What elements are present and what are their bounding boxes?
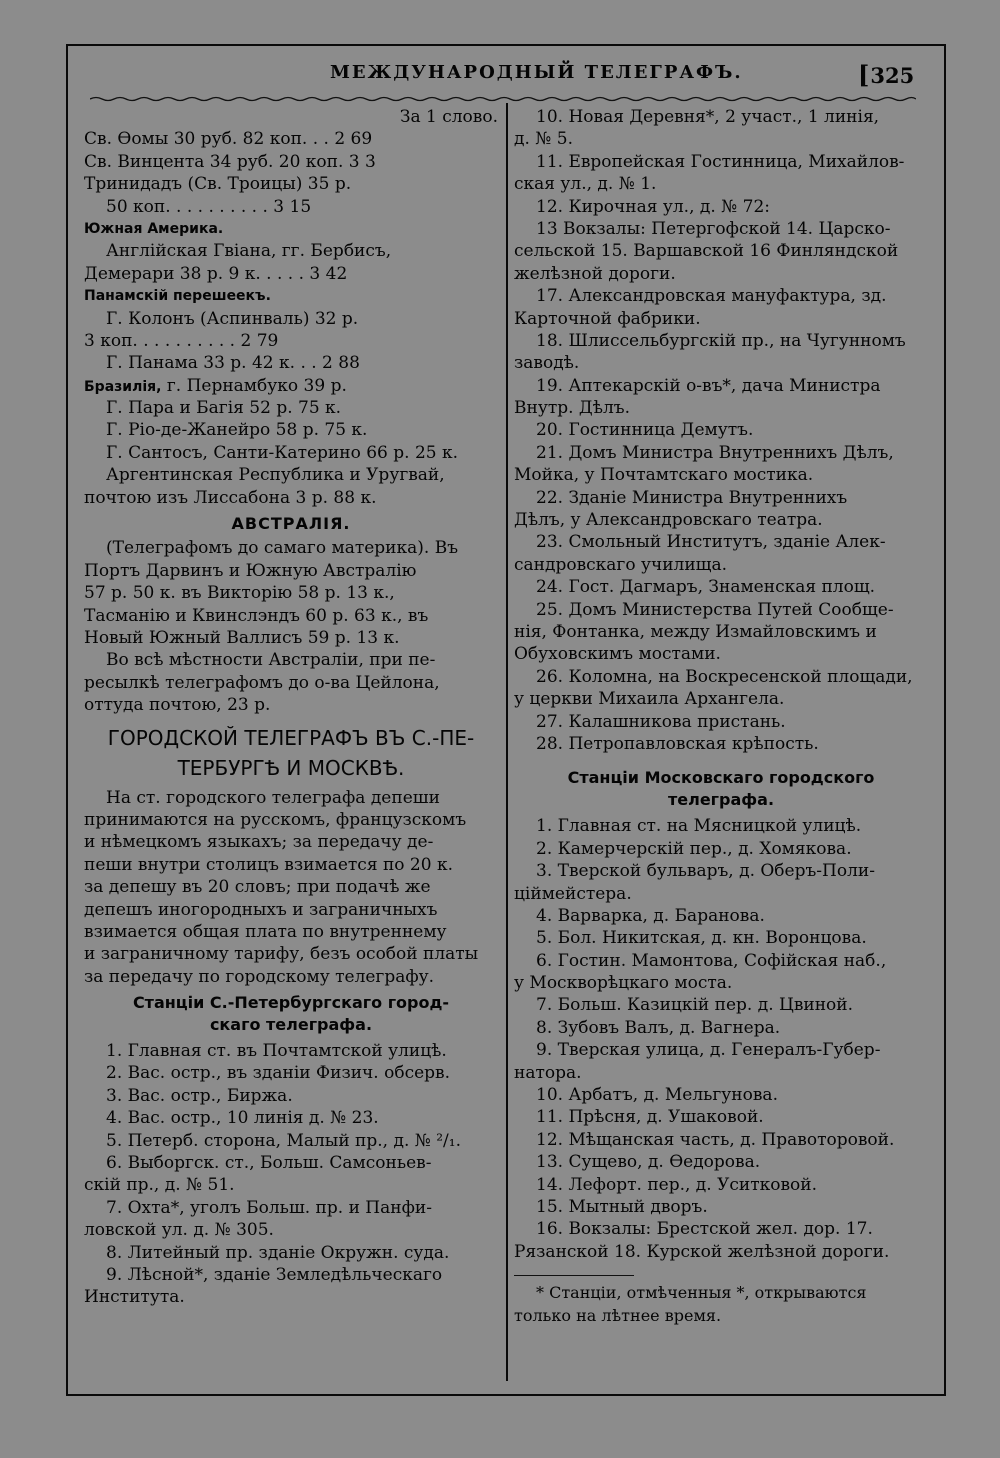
list-item: 9. Тверская улица, д. Генералъ-Губер- xyxy=(536,1040,881,1061)
spb-station-list xyxy=(84,1040,498,1309)
list-item: у Москворѣцкаго моста. xyxy=(514,973,733,994)
list-item: 12. Кирочная ул., д. № 72: xyxy=(536,196,771,217)
list-item: 2. Камерчерскій пер., д. Хомякова. xyxy=(536,838,852,859)
left-column xyxy=(84,106,498,1309)
paragraph-line: Портъ Дарвинъ и Южную Австралію xyxy=(84,560,417,581)
rate-line: Англійская Гвіана, гг. Бербисъ, xyxy=(106,241,392,262)
page-bracket: [ xyxy=(858,60,870,89)
city-telegraph-paragraph xyxy=(84,787,498,989)
rate-line: 3 коп. . . . . . . . . . 2 79 xyxy=(84,330,279,351)
list-item: 6. Гостин. Мамонтова, Софійская наб., xyxy=(536,950,887,971)
list-item: 28. Петропавловская крѣпость. xyxy=(536,733,819,754)
list-item: Внутр. Дѣлъ. xyxy=(514,398,631,419)
list-item: 1. Главная ст. въ Почтамтской улицѣ. xyxy=(106,1041,447,1062)
rate-line: Г. Панама 33 р. 42 к. . . 2 88 xyxy=(106,353,360,374)
region-heading-south-america: Южная Америка. xyxy=(84,220,224,237)
rate-line: Аргентинская Республика и Уругвай, xyxy=(106,465,445,486)
rate-line: 50 коп. . . . . . . . . . 3 15 xyxy=(106,196,312,217)
heading-line: ТЕРБУРГѢ И МОСКВѢ. xyxy=(177,755,405,780)
heading-line: Станціи Московскаго городского xyxy=(567,768,875,788)
paragraph-line: пеши внутри столицъ взимается по 20 к. xyxy=(84,854,453,875)
paragraph-line: и нѣмецкомъ языкахъ; за передачу де- xyxy=(84,832,434,853)
list-item: 18. Шлиссельбургскій пр., на Чугунномъ xyxy=(536,330,906,351)
right-column xyxy=(514,106,928,1327)
list-item: 5. Бол. Никитская, д. кн. Воронцова. xyxy=(536,928,867,949)
rate-line: Тринидадъ (Св. Троицы) 35 р. xyxy=(84,174,352,195)
paragraph-line: Тасманію и Квинслэндъ 60 р. 63 к., въ xyxy=(84,605,429,626)
list-item: Рязанской 18. Курской желѣзной дороги. xyxy=(514,1241,890,1262)
list-item: 15. Мытный дворъ. xyxy=(536,1196,708,1217)
region-heading-panama: Панамскій перешеекъ. xyxy=(84,288,271,305)
moscow-station-list xyxy=(514,815,928,1263)
paragraph-line: принимаются на русскомъ, французскомъ xyxy=(84,809,467,830)
footnote xyxy=(514,1282,928,1327)
rate-line: Г. Ріо-де-Жанейро 58 р. 75 к. xyxy=(106,420,368,441)
section-heading-city-telegraph xyxy=(84,723,498,783)
column-divider xyxy=(506,103,508,1381)
list-item: 16. Вокзалы: Брестской жел. дор. 17. xyxy=(536,1219,873,1240)
list-item: 25. Домъ Министерства Путей Сообще- xyxy=(536,599,894,620)
list-item: 10. Новая Деревня*, 2 участ., 1 линія, xyxy=(536,107,880,127)
list-item: 23. Смольный Институтъ, зданіе Алек- xyxy=(536,532,886,553)
header-wavy-rule xyxy=(90,96,916,102)
heading-line: телеграфа. xyxy=(667,790,775,810)
list-item: цiймейстера. xyxy=(514,883,632,904)
rate-line: Св. Ѳомы 30 руб. 82 коп. . . 2 69 xyxy=(84,129,373,150)
rate-line: Св. Винцента 34 руб. 20 коп. 3 3 xyxy=(84,151,376,172)
list-item: 9. Лѣсной*, зданіе Земледѣльческаго xyxy=(106,1264,443,1285)
paragraph-line: ресылкѣ телеграфомъ до о-ва Цейлона, xyxy=(84,672,440,693)
list-item: заводѣ. xyxy=(514,353,580,374)
paragraph-line: оттуда почтою, 23 р. xyxy=(84,695,271,716)
heading-line: скаго телеграфа. xyxy=(209,1015,373,1035)
paragraph-line: 57 р. 50 к. въ Викторію 58 р. 13 к., xyxy=(84,583,395,604)
list-item: 8. Зубовъ Валъ, д. Вагнера. xyxy=(536,1017,781,1038)
spb-station-list-continued xyxy=(514,106,928,755)
section-heading-australia: АВСТРАЛІЯ. xyxy=(231,514,351,534)
list-item: 13. Сущево, д. Ѳедорова. xyxy=(536,1152,761,1173)
page-number xyxy=(858,60,914,89)
paragraph-line: депешъ иногородныхъ и заграничныхъ xyxy=(84,899,438,920)
list-item: нія, Фонтанка, между Измайловскимъ и xyxy=(514,621,877,642)
list-item: 3. Вас. остр., Биржа. xyxy=(106,1085,293,1106)
brazil-rate: г. Пернамбуко 39 р. xyxy=(166,375,347,396)
paragraph-line: взимается общая плата по внутреннему xyxy=(84,921,447,942)
list-item: ловской ул. д. № 305. xyxy=(84,1220,274,1241)
section-heading-spb-stations xyxy=(84,992,498,1036)
list-item: 24. Гост. Дагмаръ, Знаменская площ. xyxy=(536,577,876,598)
list-item: 7. Охта*, уголъ Больш. пр. и Панфи- xyxy=(106,1197,432,1218)
list-item: 5. Петерб. сторона, Малый пр., д. № ²/₁. xyxy=(106,1130,462,1151)
running-head: МЕЖДУНАРОДНЫЙ ТЕЛЕГРАФЪ. xyxy=(330,62,743,83)
list-item: 2. Вас. остр., въ зданіи Физич. обсерв. xyxy=(106,1063,451,1084)
list-item: скій пр., д. № 51. xyxy=(84,1175,235,1196)
rate-line: Демерари 38 р. 9 к. . . . . 3 42 xyxy=(84,263,348,284)
paragraph-line: Новый Южный Валлисъ 59 р. 13 к. xyxy=(84,628,400,648)
rate-line: Г. Пара и Багія 52 р. 75 к. xyxy=(106,398,342,419)
list-item: Мойка, у Почтамтскаго мостика. xyxy=(514,465,814,486)
list-item: Карточной фабрики. xyxy=(514,308,701,329)
section-heading-moscow-stations xyxy=(514,767,928,811)
page-number-value: 325 xyxy=(870,63,915,88)
list-item: 11. Европейская Гостинница, Михайлов- xyxy=(536,151,905,172)
list-item: натора. xyxy=(514,1062,582,1083)
list-item: 6. Выборгск. ст., Больш. Самсоньев- xyxy=(106,1153,432,1174)
list-item: 11. Прѣсня, д. Ушаковой. xyxy=(536,1107,764,1128)
column-heading-per-word: За 1 слово. xyxy=(399,107,498,127)
region-heading-brazil: Бразилія, xyxy=(84,378,162,395)
rate-line: Г. Колонъ (Аспинваль) 32 р. xyxy=(106,308,359,329)
list-item: 17. Александровская мануфактура, зд. xyxy=(536,286,887,307)
list-item: Дѣлъ, у Александровскаго театра. xyxy=(514,510,823,531)
list-item: сандровскаго училища. xyxy=(514,554,728,575)
list-item: желѣзной дороги. xyxy=(514,263,676,284)
list-item: сельской 15. Варшавской 16 Финляндской xyxy=(514,241,899,262)
list-item: д. № 5. xyxy=(514,129,573,150)
list-item: Обуховскимъ мостами. xyxy=(514,644,721,665)
paragraph-line: за передачу по городскому телеграфу. xyxy=(84,966,435,987)
list-item: 8. Литейный пр. зданіе Окружн. суда. xyxy=(106,1242,450,1263)
list-item: 1. Главная ст. на Мясницкой улицѣ. xyxy=(536,816,862,837)
list-item: у церкви Михаила Архангела. xyxy=(514,689,785,710)
list-item: 21. Домъ Министра Внутреннихъ Дѣлъ, xyxy=(536,442,894,463)
paragraph-line: и заграничному тарифу, безъ особой платы xyxy=(84,944,479,965)
list-item: ская ул., д. № 1. xyxy=(514,174,657,195)
list-item: 4. Варварка, д. Баранова. xyxy=(536,905,765,926)
heading-line: ГОРОДСКОЙ ТЕЛЕГРАФЪ ВЪ С.-ПЕ- xyxy=(107,725,475,750)
list-item: Института. xyxy=(84,1287,185,1308)
list-item: 12. Мѣщанская часть, д. Правоторовой. xyxy=(536,1129,895,1150)
rates-block-1 xyxy=(84,128,498,218)
paragraph-line: На ст. городского телеграфа депеши xyxy=(106,787,440,808)
footnote-line: * Станціи, отмѣченныя *, открываются xyxy=(536,1283,867,1303)
list-item: 19. Аптекарскій о-въ*, дача Министра xyxy=(536,375,881,396)
paragraph-line: Во всѣ мѣстности Австраліи, при пе- xyxy=(106,650,436,671)
list-item: 3. Тверской бульваръ, д. Оберъ-Поли- xyxy=(536,861,875,882)
list-item: 14. Лефорт. пер., д. Уситковой. xyxy=(536,1174,818,1195)
heading-line: Станціи С.-Петербургскаго город- xyxy=(132,993,450,1013)
list-item: 22. Зданіе Министра Внутреннихъ xyxy=(536,487,848,508)
rate-line: Г. Сантосъ, Санти-Катерино 66 р. 25 к. xyxy=(106,442,459,463)
footnote-line: только на лѣтнее время. xyxy=(514,1305,722,1325)
list-item: 4. Вас. остр., 10 линія д. № 23. xyxy=(106,1108,379,1129)
list-item: 27. Калашникова пристань. xyxy=(536,711,786,732)
list-item: 10. Арбатъ, д. Мельгунова. xyxy=(536,1085,778,1106)
brazil-line xyxy=(84,375,498,397)
paragraph-line: за депешу въ 20 словъ; при подачѣ же xyxy=(84,877,431,898)
paragraph-line: (Телеграфомъ до самаго материка). Въ xyxy=(106,538,459,559)
list-item: 20. Гостинница Демутъ. xyxy=(536,420,754,441)
list-item: 7. Больш. Казицкій пер. д. Цвиной. xyxy=(536,995,854,1016)
rate-line: почтою изъ Лиссабона 3 р. 88 к. xyxy=(84,487,377,508)
australia-paragraph xyxy=(84,537,498,716)
list-item: 13 Вокзалы: Петергофской 14. Царско- xyxy=(536,218,891,239)
footnote-rule xyxy=(514,1275,634,1276)
list-item: 26. Коломна, на Воскресенской площади, xyxy=(536,666,913,687)
